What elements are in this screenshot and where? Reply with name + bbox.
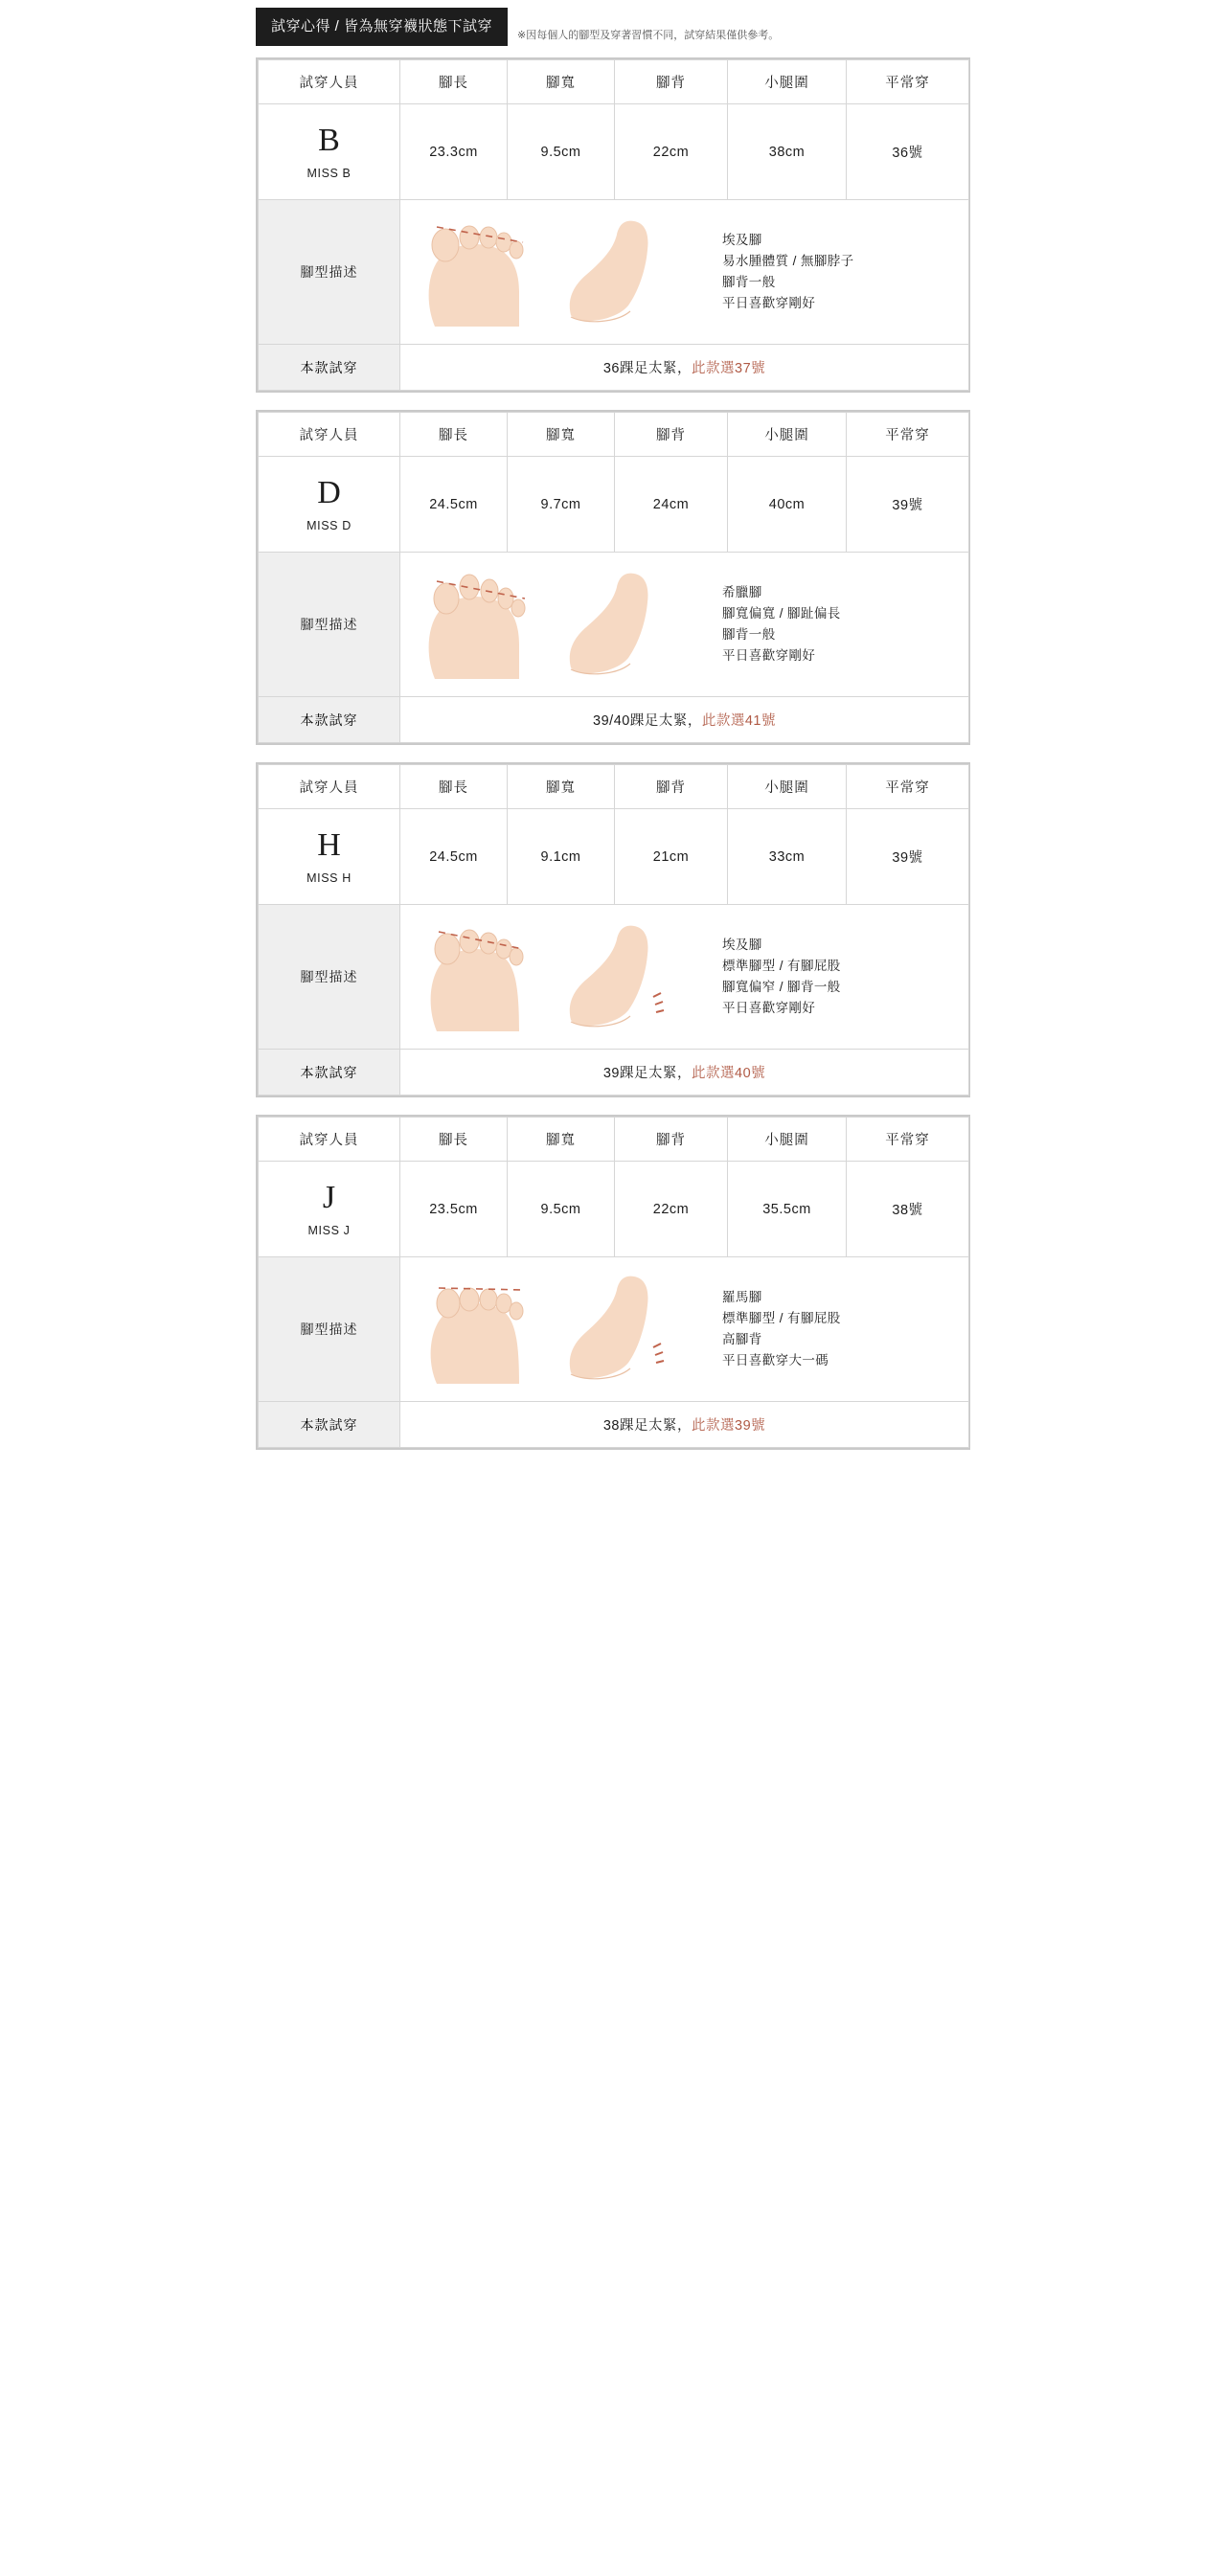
table-header-row	[259, 413, 969, 457]
fit-cell	[400, 1050, 969, 1096]
desc-line: 標準腳型 / 有腳屁股	[722, 959, 841, 974]
person-name: MISS D	[306, 518, 352, 532]
col-header-usual-size: 平常穿	[847, 413, 969, 457]
person-letter: H	[317, 826, 341, 863]
table-header-row	[259, 765, 969, 809]
value-foot-width: 9.5cm	[508, 104, 615, 200]
value-instep: 22cm	[615, 104, 728, 200]
reviewer-table	[258, 412, 969, 743]
description-cell	[400, 905, 969, 1050]
label-shape-desc: 腳型描述	[259, 1257, 400, 1402]
foot-illustration-roman-icon	[400, 1257, 716, 1401]
label-shape-desc: 腳型描述	[259, 553, 400, 697]
person-letter: J	[322, 1179, 336, 1215]
fit-plain: 39/40踝足太緊，	[593, 713, 702, 729]
person-cell	[259, 104, 400, 200]
desc-line: 平日喜歡穿剛好	[722, 295, 816, 310]
value-usual-size: 36號	[847, 104, 969, 200]
value-calf: 38cm	[728, 104, 847, 200]
value-foot-length: 23.3cm	[400, 104, 508, 200]
fit-plain: 39踝足太緊，	[602, 1066, 692, 1081]
foot-illustration-egyptian-icon	[400, 905, 716, 1049]
fit-cell	[400, 1402, 969, 1448]
content-container	[256, 0, 970, 1450]
value-usual-size: 39號	[847, 809, 969, 905]
value-calf: 33cm	[728, 809, 847, 905]
value-calf: 40cm	[728, 457, 847, 553]
col-header-calf: 小腿圍	[728, 413, 847, 457]
value-calf: 35.5cm	[728, 1162, 847, 1257]
fit-cell	[400, 345, 969, 391]
person-letter: B	[318, 122, 340, 158]
desc-line: 易水腫體質 / 無腳脖子	[722, 254, 854, 269]
col-header-usual-size: 平常穿	[847, 765, 969, 809]
desc-line: 羅馬腳	[722, 1290, 762, 1305]
col-header-calf: 小腿圍	[728, 1118, 847, 1162]
description-cell	[400, 200, 969, 345]
fit-row	[259, 345, 969, 391]
col-header-calf: 小腿圍	[728, 60, 847, 104]
col-header-foot-length: 腳長	[400, 413, 508, 457]
col-header-foot-width: 腳寬	[508, 60, 615, 104]
label-this-style: 本款試穿	[259, 345, 400, 391]
value-instep: 22cm	[615, 1162, 728, 1257]
label-shape-desc: 腳型描述	[259, 905, 400, 1050]
col-header-usual-size: 平常穿	[847, 60, 969, 104]
col-header-foot-width: 腳寬	[508, 765, 615, 809]
description-text	[716, 935, 968, 1018]
desc-line: 標準腳型 / 有腳屁股	[722, 1311, 841, 1326]
description-text	[716, 582, 968, 666]
fit-cell	[400, 697, 969, 743]
desc-line: 平日喜歡穿剛好	[722, 1000, 816, 1015]
desc-line: 腳背一般	[722, 627, 776, 642]
value-foot-width: 9.7cm	[508, 457, 615, 553]
col-header-foot-length: 腳長	[400, 765, 508, 809]
col-header-foot-width: 腳寬	[508, 413, 615, 457]
fit-plain: 36踝足太緊，	[602, 361, 692, 376]
col-header-foot-length: 腳長	[400, 1118, 508, 1162]
fit-plain: 38踝足太緊，	[602, 1418, 692, 1434]
table-header-row	[259, 1118, 969, 1162]
description-row	[259, 1257, 969, 1402]
fit-highlight: 此款選40號	[692, 1066, 766, 1081]
foot-illustration-egyptian-icon	[400, 200, 716, 344]
label-shape-desc: 腳型描述	[259, 200, 400, 345]
desc-line: 腳背一般	[722, 275, 776, 289]
person-cell	[259, 809, 400, 905]
reviewer-table	[258, 59, 969, 391]
value-usual-size: 39號	[847, 457, 969, 553]
value-foot-width: 9.1cm	[508, 809, 615, 905]
fit-row	[259, 1050, 969, 1096]
desc-line: 高腳背	[722, 1332, 762, 1346]
person-cell	[259, 457, 400, 553]
table-row	[259, 457, 969, 553]
col-header-instep: 腳背	[615, 765, 728, 809]
header	[256, 8, 970, 46]
description-text	[716, 1287, 968, 1370]
desc-line: 埃及腳	[722, 233, 762, 248]
description-row	[259, 905, 969, 1050]
description-text	[716, 230, 968, 313]
description-cell	[400, 553, 969, 697]
desc-line: 埃及腳	[722, 938, 762, 953]
fit-row	[259, 697, 969, 743]
desc-line: 平日喜歡穿剛好	[722, 647, 816, 663]
value-instep: 21cm	[615, 809, 728, 905]
description-cell	[400, 1257, 969, 1402]
description-row	[259, 553, 969, 697]
reviewer-table	[258, 1117, 969, 1448]
col-header-instep: 腳背	[615, 1118, 728, 1162]
fit-highlight: 此款選41號	[701, 713, 776, 729]
table-row	[259, 809, 969, 905]
desc-line: 希臘腳	[722, 585, 762, 600]
col-header-person: 試穿人員	[259, 413, 400, 457]
label-this-style: 本款試穿	[259, 1402, 400, 1448]
value-instep: 24cm	[615, 457, 728, 553]
reviewer-card	[256, 762, 970, 1097]
foot-illustration-greek-icon	[400, 553, 716, 696]
reviewer-card	[256, 57, 970, 393]
col-header-calf: 小腿圍	[728, 765, 847, 809]
value-foot-length: 24.5cm	[400, 809, 508, 905]
label-this-style: 本款試穿	[259, 1050, 400, 1096]
table-row	[259, 1162, 969, 1257]
table-row	[259, 104, 969, 200]
desc-line: 平日喜歡穿大一碼	[722, 1352, 829, 1367]
fit-highlight: 此款選37號	[692, 361, 766, 376]
header-tag: 試穿心得 / 皆為無穿襪狀態下試穿	[256, 8, 508, 46]
value-foot-length: 24.5cm	[400, 457, 508, 553]
description-row	[259, 200, 969, 345]
person-letter: D	[317, 474, 341, 510]
person-name: MISS B	[306, 166, 352, 180]
col-header-person: 試穿人員	[259, 60, 400, 104]
value-foot-width: 9.5cm	[508, 1162, 615, 1257]
person-name: MISS J	[307, 1223, 351, 1237]
col-header-instep: 腳背	[615, 413, 728, 457]
reviewer-table	[258, 764, 969, 1096]
reviewer-card	[256, 410, 970, 745]
value-usual-size: 38號	[847, 1162, 969, 1257]
reviewer-card	[256, 1115, 970, 1450]
col-header-person: 試穿人員	[259, 1118, 400, 1162]
col-header-person: 試穿人員	[259, 765, 400, 809]
label-this-style: 本款試穿	[259, 697, 400, 743]
col-header-usual-size: 平常穿	[847, 1118, 969, 1162]
fit-highlight: 此款選39號	[692, 1418, 766, 1434]
table-header-row	[259, 60, 969, 104]
col-header-foot-length: 腳長	[400, 60, 508, 104]
desc-line: 腳寬偏寬 / 腳趾偏長	[722, 606, 841, 621]
person-cell	[259, 1162, 400, 1257]
value-foot-length: 23.5cm	[400, 1162, 508, 1257]
person-name: MISS H	[306, 870, 352, 885]
fit-row	[259, 1402, 969, 1448]
header-note: ※因每個人的腳型及穿著習慣不同，試穿結果僅供參考。	[517, 30, 780, 41]
col-header-foot-width: 腳寬	[508, 1118, 615, 1162]
desc-line: 腳寬偏窄 / 腳背一般	[722, 980, 841, 994]
col-header-instep: 腳背	[615, 60, 728, 104]
